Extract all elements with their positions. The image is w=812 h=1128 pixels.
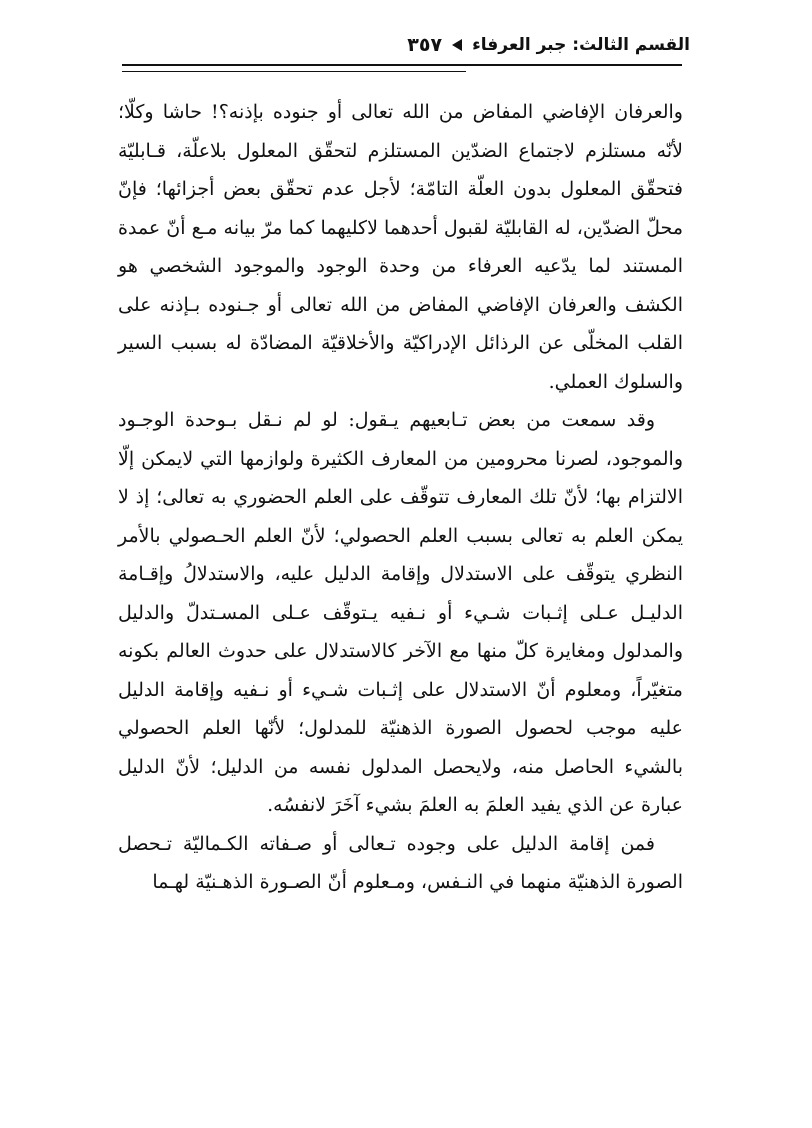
body-text — [118, 93, 683, 902]
left-arrow-icon — [452, 39, 462, 51]
page-number: ٣٥٧ — [407, 34, 443, 56]
section-title: القسم الثالث: جبر العرفاء — [472, 35, 690, 55]
paragraph-2: وقد سمعت من بعض تـابعيهم يـقول: لو لم نـقل بـوحدة الوجـود والموجود، لصرنا محرومين من المعارف الكثيرة ولوازمها التي لايمكن إلّا الالتزام بها؛ لأنّ تلك المعارف تتوقّف على العلم الحضوري به تعالى؛ إذ لا يمكن العلم به تعالى بسبب العلم الحصولي؛ لأنّ العلم الحـصولي بالأمر النظري يتوقّف على الاستدلال وإقامة الدليل عليه، والاستدلالُ وإقـامة الدليـل عـلى إثـبات شـيء أو نـفيه يـتوقّف عـلى المسـتدلّ والدليل والمدلول ومغايرة كلّ منها مع الآخر كالاستدلال على حدوث العالم بكونه متغيّراً، ومعلوم أنّ الاستدلال على إثـبات شـيء أو نـفيه وإقامة الدليل عليه موجب لحصول الصورة الذهنيّة للمدلول؛ لأنّها العلم الحصولي بالشيء الحاصل منه، ولايحصل المدلول نفسه من الدليل؛ لأنّ الدليل عبارة عن الذي يفيد العلمَ به العلمَ بشيء آخَرَ لانفسُه. — [118, 409, 683, 816]
paragraph-3: فمن إقامة الدليل على وجوده تـعالى أو صـفاته الكـماليّة تـحصل الصورة الذهنيّة منهما في النـفس، ومـعلوم أنّ الصـورة الذهـنيّة لهـما — [118, 832, 683, 893]
header-rule-thin — [122, 71, 466, 72]
paragraph-1: والعرفان الإفاضي المفاض من الله تعالى أو جنوده بإذنه؟! حاشا وكلّا؛ لأنّه مستلزم لاجتماع الضدّين المستلزم لتحقّق المعلول بلاعلّة، قـابليّة فتحقّق المعلول بدون العلّة التامّة؛ لأجل عدم تحقّق بعض أجزائها؛ فإنّ محلّ الضدّين، له القابليّة لقبول أحدهما لاكليهما كما مرّ بيانه مـع أنّ عمدة المستند لما يدّعيه العرفاء من وحدة الوجود والموجود الشخصي هو الكشف والعرفان الإفاضي المفاض من الله تعالى أو جـنوده بـإذنه على القلب المخلّى عن الرذائل الإدراكيّة والأخلاقيّة المضادّة له بسبب السير والسلوك العملي. — [118, 101, 683, 393]
running-header — [118, 30, 690, 60]
header-rule-thick — [122, 64, 682, 66]
